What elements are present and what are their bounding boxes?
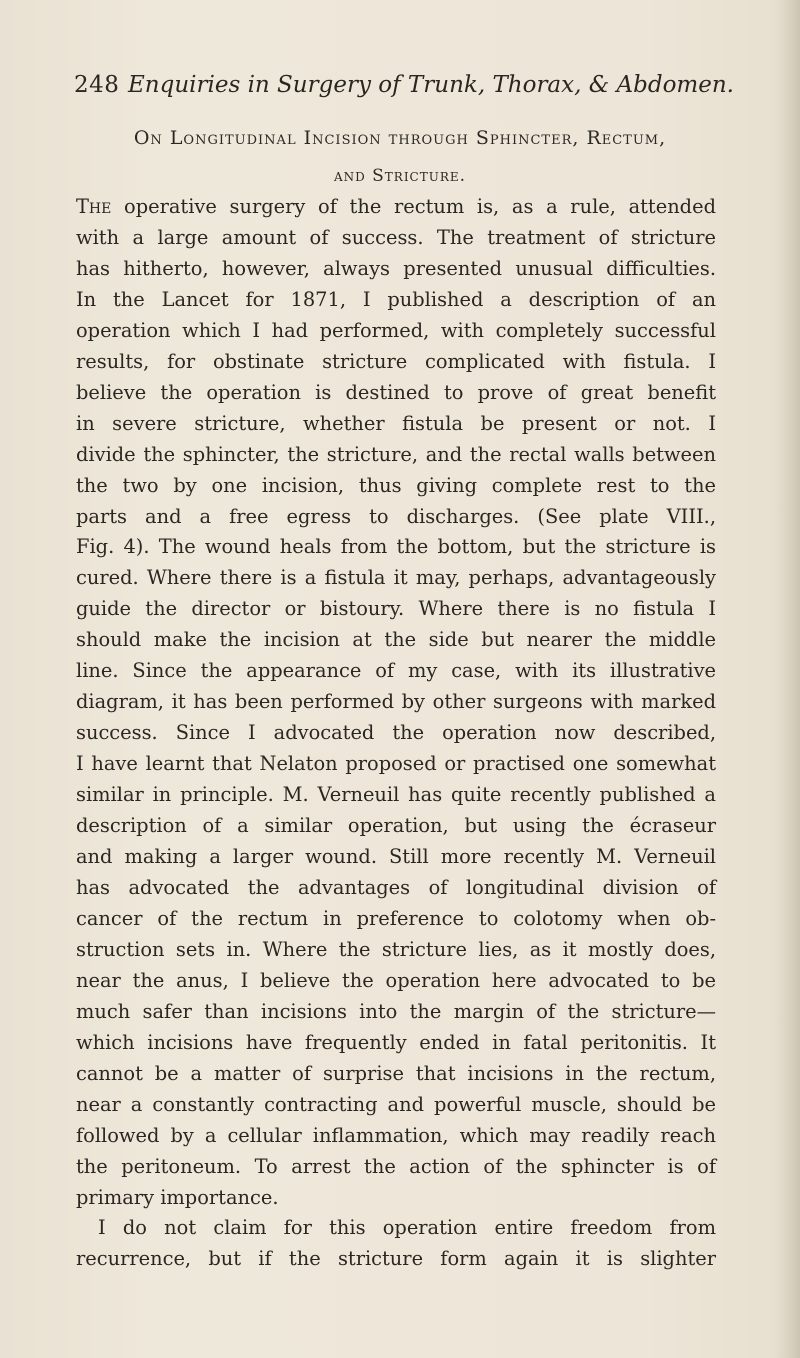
text-line: cured. Where there is a fistula it may, perhaps, advantageously bbox=[76, 566, 716, 590]
text-line: near a constantly contracting and powerful muscle, should be bbox=[76, 1092, 716, 1116]
text-line: believe the operation is destined to prove of great benefit bbox=[76, 380, 716, 404]
page-edge-shadow bbox=[774, 0, 800, 1358]
text-line: in severe stricture, whether fistula be present or not. I bbox=[76, 411, 716, 435]
text-line: and making a larger wound. Still more recently M. Verneuil bbox=[76, 845, 716, 869]
paragraph-start-line: I do not claim for this operation entire freedom from bbox=[98, 1216, 716, 1240]
text-line: description of a similar operation, but using the écraseur bbox=[76, 814, 716, 838]
body-text bbox=[76, 192, 716, 1275]
section-title-line-1: On Longitudinal Incision through Sphincter, Rectum, bbox=[133, 127, 667, 149]
text-line: guide the director or bistoury. Where there is no fistula I bbox=[76, 597, 716, 621]
text-line: cannot be a matter of surprise that incisions in the rectum, bbox=[76, 1061, 716, 1085]
text-line: line. Since the appearance of my case, with its illustrative bbox=[76, 659, 716, 683]
text-line: has advocated the advantages of longitudinal division of bbox=[76, 875, 716, 899]
text-line: cancer of the rectum in preference to colotomy when ob- bbox=[76, 906, 716, 930]
text-line: success. Since I advocated the operation now described, bbox=[76, 721, 716, 745]
text-line: parts and a free egress to discharges. (See plate VIII., bbox=[76, 504, 716, 528]
text-line: the two by one incision, thus giving complete rest to the bbox=[76, 473, 716, 497]
text-line: has hitherto, however, always presented unusual difficulties. bbox=[76, 256, 716, 280]
text-line: operation which I had performed, with completely successful bbox=[76, 318, 716, 342]
page-number: 248 bbox=[74, 72, 120, 98]
text-line: should make the incision at the side but nearer the middle bbox=[76, 628, 716, 652]
text-line: primary importance. bbox=[76, 1185, 279, 1209]
text-line: the peritoneum. To arrest the action of the sphincter is of bbox=[76, 1154, 716, 1178]
text-line: In the Lancet for 1871, I published a description of an bbox=[76, 287, 716, 311]
section-title bbox=[100, 120, 700, 194]
text-line: struction sets in. Where the stricture lies, as it mostly does, bbox=[76, 937, 716, 961]
text-line: I have learnt that Nelaton proposed or practised one somewhat bbox=[76, 752, 716, 776]
text-line: similar in principle. M. Verneuil has quite recently published a bbox=[76, 783, 716, 807]
text-line: divide the sphincter, the stricture, and the rectal walls between bbox=[76, 442, 716, 466]
text-line: The operative surgery of the rectum is, as a rule, attended bbox=[76, 195, 716, 218]
running-title: Enquiries in Surgery of Trunk, Thorax, & Abdomen. bbox=[128, 72, 734, 98]
text-line: which incisions have frequently ended in fatal peritonitis. It bbox=[76, 1030, 716, 1054]
section-title-line-2: and Stricture. bbox=[333, 166, 467, 186]
text-line: Fig. 4). The wound heals from the bottom, but the stricture is bbox=[76, 535, 716, 559]
text-line: with a large amount of success. The treatment of stricture bbox=[76, 225, 716, 249]
text-line: much safer than incisions into the margin of the stricture— bbox=[76, 999, 716, 1023]
text-line: diagram, it has been performed by other surgeons with marked bbox=[76, 690, 716, 714]
text-line: results, for obstinate stricture complicated with fistula. I bbox=[76, 349, 716, 373]
text-line: near the anus, I believe the operation here advocated to be bbox=[76, 968, 716, 992]
text-line: followed by a cellular inflammation, which may readily reach bbox=[76, 1123, 716, 1147]
opening-word: The bbox=[76, 195, 112, 218]
text-line: recurrence, but if the stricture form again it is slighter bbox=[76, 1247, 716, 1271]
running-header bbox=[74, 72, 734, 108]
